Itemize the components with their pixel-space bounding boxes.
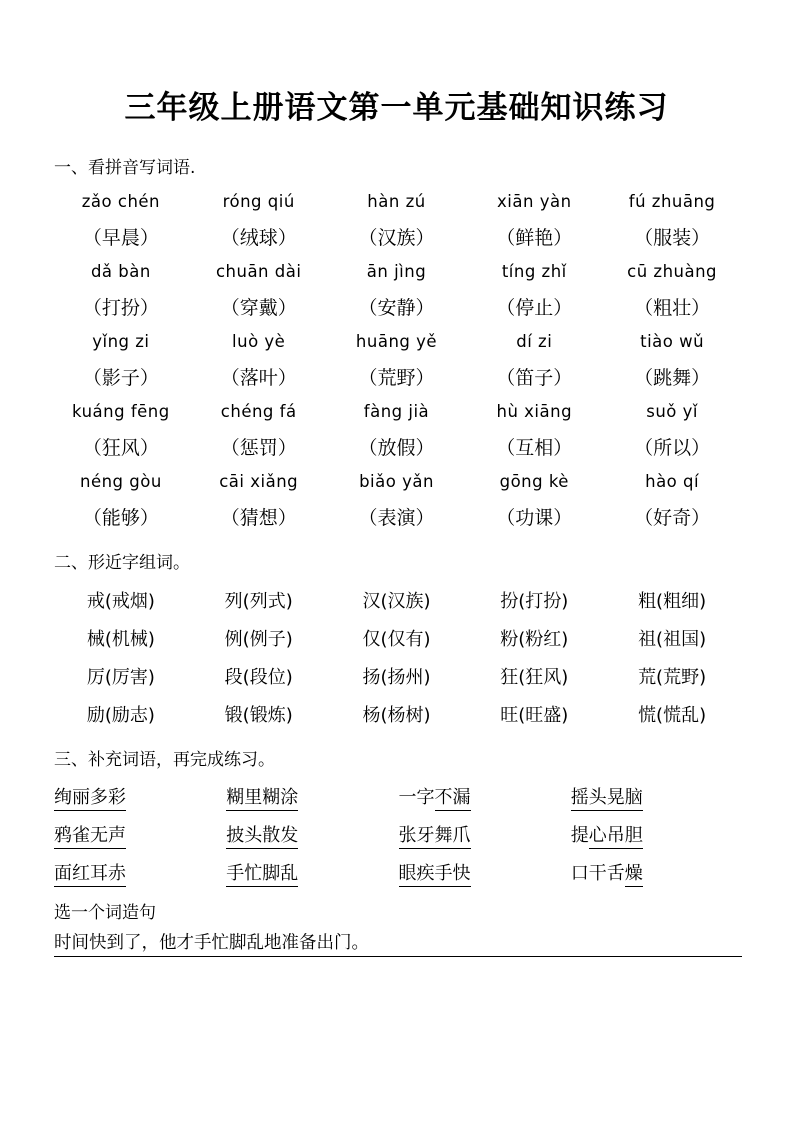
idiom-cell bbox=[224, 854, 396, 892]
pinyin-cell: chuān dài bbox=[215, 262, 302, 281]
table-row bbox=[52, 657, 741, 695]
pinyin-cell: luò yè bbox=[232, 332, 286, 351]
word-cell: （打扮） bbox=[82, 297, 159, 319]
pinyin-cell: fàng jià bbox=[363, 402, 430, 421]
near-char-cell: 列(列式) bbox=[224, 591, 293, 612]
idiom-text-underlined: 心吊胆 bbox=[589, 821, 643, 849]
pinyin-cell: dí zi bbox=[516, 332, 553, 351]
table-row bbox=[52, 581, 741, 619]
word-cell: （荒野） bbox=[358, 367, 435, 389]
word-cell: （好奇） bbox=[634, 507, 711, 529]
near-char-cell: 粗(粗细) bbox=[638, 591, 707, 612]
idiom-cell bbox=[569, 778, 741, 816]
word-cell: （表演） bbox=[358, 507, 435, 529]
section-3-heading: 三、补充词语，再完成练习。 bbox=[54, 750, 275, 770]
near-char-cell: 扬(扬州) bbox=[362, 667, 431, 688]
idiom-cell bbox=[52, 816, 224, 854]
word-row bbox=[52, 217, 741, 256]
idiom-text-plain: 口干舌 bbox=[570, 863, 625, 884]
near-char-cell: 杨(杨树) bbox=[362, 705, 431, 726]
pinyin-cell: cū zhuàng bbox=[627, 262, 718, 281]
near-char-cell: 荒(荒野) bbox=[638, 667, 707, 688]
word-cell: （惩罚） bbox=[220, 437, 297, 459]
near-char-cell: 狂(狂风) bbox=[500, 667, 569, 688]
near-char-cell: 扮(打扮) bbox=[500, 591, 569, 612]
near-char-cell: 段(段位) bbox=[224, 667, 293, 688]
pinyin-cell: hù xiāng bbox=[496, 402, 573, 421]
pinyin-cell: fú zhuāng bbox=[628, 192, 716, 211]
table-row bbox=[52, 619, 741, 657]
idiom-cell bbox=[52, 854, 224, 892]
pinyin-row bbox=[52, 186, 741, 217]
idiom-table bbox=[52, 778, 741, 892]
idiom-cell bbox=[569, 854, 741, 892]
word-cell: （穿戴） bbox=[220, 297, 297, 319]
pinyin-cell: suǒ yǐ bbox=[646, 402, 698, 421]
near-char-cell: 汉(汉族) bbox=[362, 591, 431, 612]
word-row bbox=[52, 427, 741, 466]
table-row bbox=[52, 695, 741, 733]
pinyin-cell: tíng zhǐ bbox=[501, 262, 567, 281]
idiom-text: 面红耳赤 bbox=[54, 859, 126, 887]
table-row bbox=[52, 854, 741, 892]
idiom-text-plain: 一字 bbox=[398, 787, 435, 808]
word-cell: （绒球） bbox=[220, 227, 297, 249]
word-row bbox=[52, 287, 741, 326]
idiom-text: 绚丽多彩 bbox=[54, 783, 126, 811]
word-cell: （鲜艳） bbox=[496, 227, 573, 249]
pinyin-cell: hào qí bbox=[645, 472, 700, 491]
idiom-text: 鸦雀无声 bbox=[54, 821, 126, 849]
similar-characters-table bbox=[52, 581, 741, 733]
word-cell: （落叶） bbox=[220, 367, 297, 389]
near-char-cell: 旺(旺盛) bbox=[500, 705, 569, 726]
pinyin-cell: chéng fá bbox=[220, 402, 297, 421]
idiom-text-underlined: 不漏 bbox=[435, 783, 471, 811]
word-cell: （互相） bbox=[496, 437, 573, 459]
idiom-cell bbox=[52, 778, 224, 816]
word-row bbox=[52, 357, 741, 396]
pinyin-word-table bbox=[52, 186, 741, 536]
word-cell: （停止） bbox=[496, 297, 573, 319]
word-cell: （猜想） bbox=[220, 507, 297, 529]
pinyin-row bbox=[52, 466, 741, 497]
near-char-cell: 励(励志) bbox=[86, 705, 155, 726]
near-char-cell: 粉(粉红) bbox=[500, 629, 569, 650]
pinyin-cell: ān jìng bbox=[366, 262, 427, 281]
pinyin-cell: yǐng zi bbox=[92, 332, 150, 351]
idiom-text-plain: 提 bbox=[570, 825, 589, 846]
near-char-cell: 戒(戒烟) bbox=[86, 591, 155, 612]
pinyin-cell: biǎo yǎn bbox=[359, 472, 434, 491]
near-char-cell: 祖(祖国) bbox=[638, 629, 707, 650]
pinyin-cell: xiān yàn bbox=[497, 192, 572, 211]
idiom-text: 披头散发 bbox=[226, 821, 298, 849]
table-row bbox=[52, 816, 741, 854]
word-cell: （能够） bbox=[82, 507, 159, 529]
pinyin-row bbox=[52, 326, 741, 357]
word-cell: （功课） bbox=[496, 507, 573, 529]
idiom-cell bbox=[224, 778, 396, 816]
idiom-text: 糊里糊涂 bbox=[226, 783, 298, 811]
word-cell: （安静） bbox=[358, 297, 435, 319]
answer-sentence: 时间快到了，他才手忙脚乱地准备出门。 bbox=[54, 929, 742, 957]
idiom-cell bbox=[397, 816, 569, 854]
pinyin-cell: cāi xiǎng bbox=[219, 472, 299, 491]
word-cell: （笛子） bbox=[496, 367, 573, 389]
word-cell: （跳舞） bbox=[634, 367, 711, 389]
idiom-text: 张牙舞爪 bbox=[399, 821, 471, 849]
section-1-heading: 一、看拼音写词语. bbox=[54, 158, 196, 178]
pinyin-cell: huāng yě bbox=[355, 332, 438, 351]
pinyin-cell: tiào wǔ bbox=[640, 332, 705, 351]
word-cell: （影子） bbox=[82, 367, 159, 389]
near-char-cell: 厉(厉害) bbox=[86, 667, 155, 688]
table-row bbox=[52, 778, 741, 816]
word-cell: （狂风） bbox=[82, 437, 159, 459]
pinyin-cell: hàn zú bbox=[367, 192, 426, 211]
word-cell: （汉族） bbox=[358, 227, 435, 249]
near-char-cell: 仅(仅有) bbox=[362, 629, 431, 650]
idiom-cell bbox=[569, 816, 741, 854]
pinyin-cell: gōng kè bbox=[499, 472, 569, 491]
word-row bbox=[52, 497, 741, 536]
idiom-cell bbox=[224, 816, 396, 854]
pinyin-cell: dǎ bàn bbox=[90, 262, 151, 281]
near-char-cell: 械(机械) bbox=[86, 629, 155, 650]
idiom-text-underlined: 燥 bbox=[625, 859, 643, 887]
idiom-cell bbox=[397, 778, 569, 816]
near-char-cell: 慌(慌乱) bbox=[638, 705, 707, 726]
near-char-cell: 例(例子) bbox=[224, 629, 293, 650]
word-cell: （服装） bbox=[634, 227, 711, 249]
pinyin-cell: kuáng fēng bbox=[72, 402, 170, 421]
section-2-heading: 二、形近字组词。 bbox=[54, 553, 190, 573]
pinyin-row bbox=[52, 396, 741, 427]
idiom-text: 眼疾手快 bbox=[399, 859, 471, 887]
near-char-cell: 锻(锻炼) bbox=[224, 705, 293, 726]
word-cell: （放假） bbox=[358, 437, 435, 459]
pinyin-cell: róng qiú bbox=[222, 192, 295, 211]
page-title: 三年级上册语文第一单元基础知识练习 bbox=[124, 90, 669, 126]
idiom-cell bbox=[397, 854, 569, 892]
sentence-instruction: 选一个词造句 bbox=[54, 903, 156, 923]
idiom-text: 手忙脚乱 bbox=[226, 859, 298, 887]
pinyin-row bbox=[52, 256, 741, 287]
idiom-text: 摇头晃脑 bbox=[571, 783, 643, 811]
word-cell: （早晨） bbox=[82, 227, 159, 249]
pinyin-cell: zǎo chén bbox=[81, 192, 161, 211]
word-cell: （所以） bbox=[634, 437, 711, 459]
word-cell: （粗壮） bbox=[634, 297, 711, 319]
pinyin-cell: néng gòu bbox=[79, 472, 162, 491]
